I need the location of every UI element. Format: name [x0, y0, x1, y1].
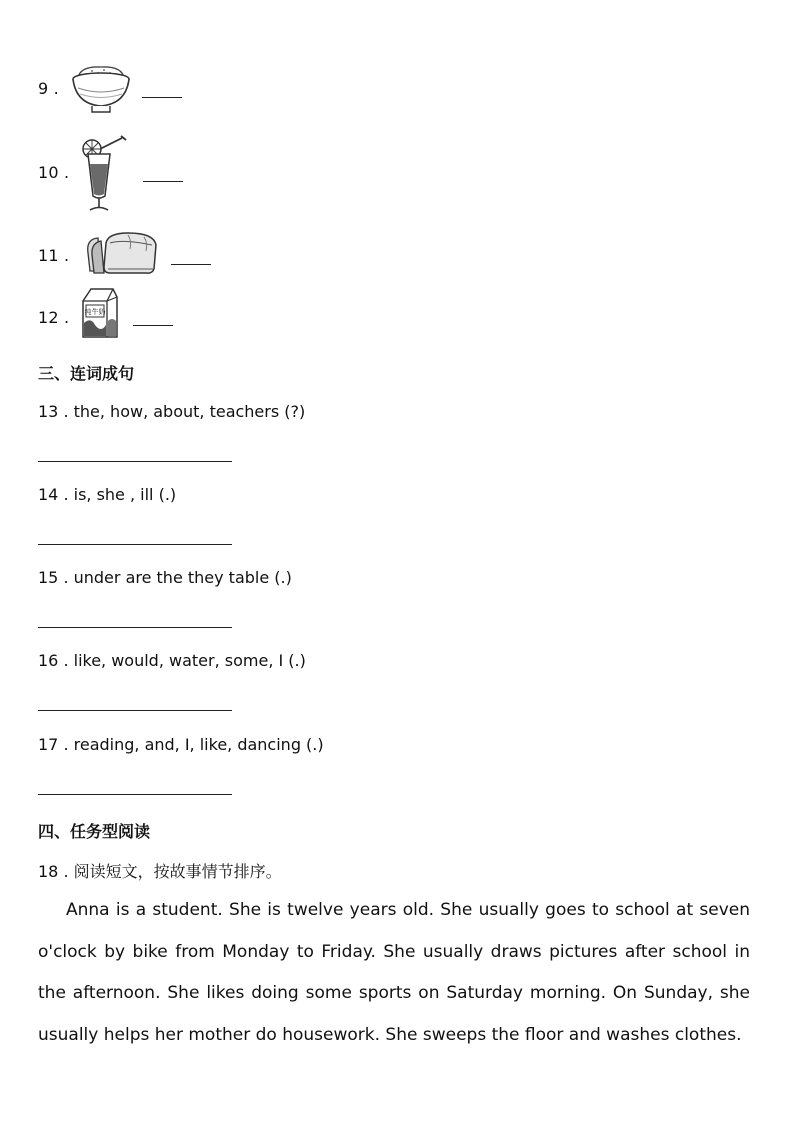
- question-17-prompt: 17 . reading, and, I, like, dancing (.): [38, 735, 324, 754]
- item-number: 12 .: [38, 308, 70, 327]
- juice-glass-icon: [74, 132, 128, 214]
- svg-text:纯牛奶: 纯牛奶: [84, 308, 106, 316]
- item-number: 9 .: [38, 79, 59, 98]
- question-17-answer-line[interactable]: [38, 794, 232, 795]
- section-heading: 三、连词成句: [38, 364, 135, 383]
- question-15-prompt: 15 . under are the they table (.): [38, 568, 292, 587]
- question-18-prompt: 18 . 阅读短文，按故事情节排序。: [38, 862, 282, 881]
- answer-blank[interactable]: [133, 325, 173, 326]
- question-13-prompt: 13 . the, how, about, teachers (?): [38, 402, 306, 421]
- rice-bowl-icon: [70, 64, 132, 116]
- answer-blank[interactable]: [171, 264, 211, 265]
- milk-carton-icon: [79, 287, 121, 339]
- section-heading: 四、任务型阅读: [38, 822, 151, 841]
- item-number: 11 .: [38, 246, 70, 265]
- bread-icon: [84, 229, 160, 277]
- question-15-answer-line[interactable]: [38, 627, 232, 628]
- question-14-answer-line[interactable]: [38, 544, 232, 545]
- question-13-answer-line[interactable]: [38, 461, 232, 462]
- question-16-prompt: 16 . like, would, water, some, I (.): [38, 651, 306, 670]
- answer-blank[interactable]: [143, 181, 183, 182]
- reading-passage: Anna is a student. She is twelve years old. She usually goes to school at seven o'clock by bike from Monday to Friday. She usually draws pictures after school in the afternoon. She likes doing some sports on Saturday morning. On Sunday, she usually helps her mother do housework. She sweeps the floor and washes clothes.: [38, 900, 750, 1045]
- item-number: 10 .: [38, 163, 70, 182]
- question-16-answer-line[interactable]: [38, 710, 232, 711]
- answer-blank[interactable]: [142, 97, 182, 98]
- question-14-prompt: 14 . is, she , ill (.): [38, 485, 177, 504]
